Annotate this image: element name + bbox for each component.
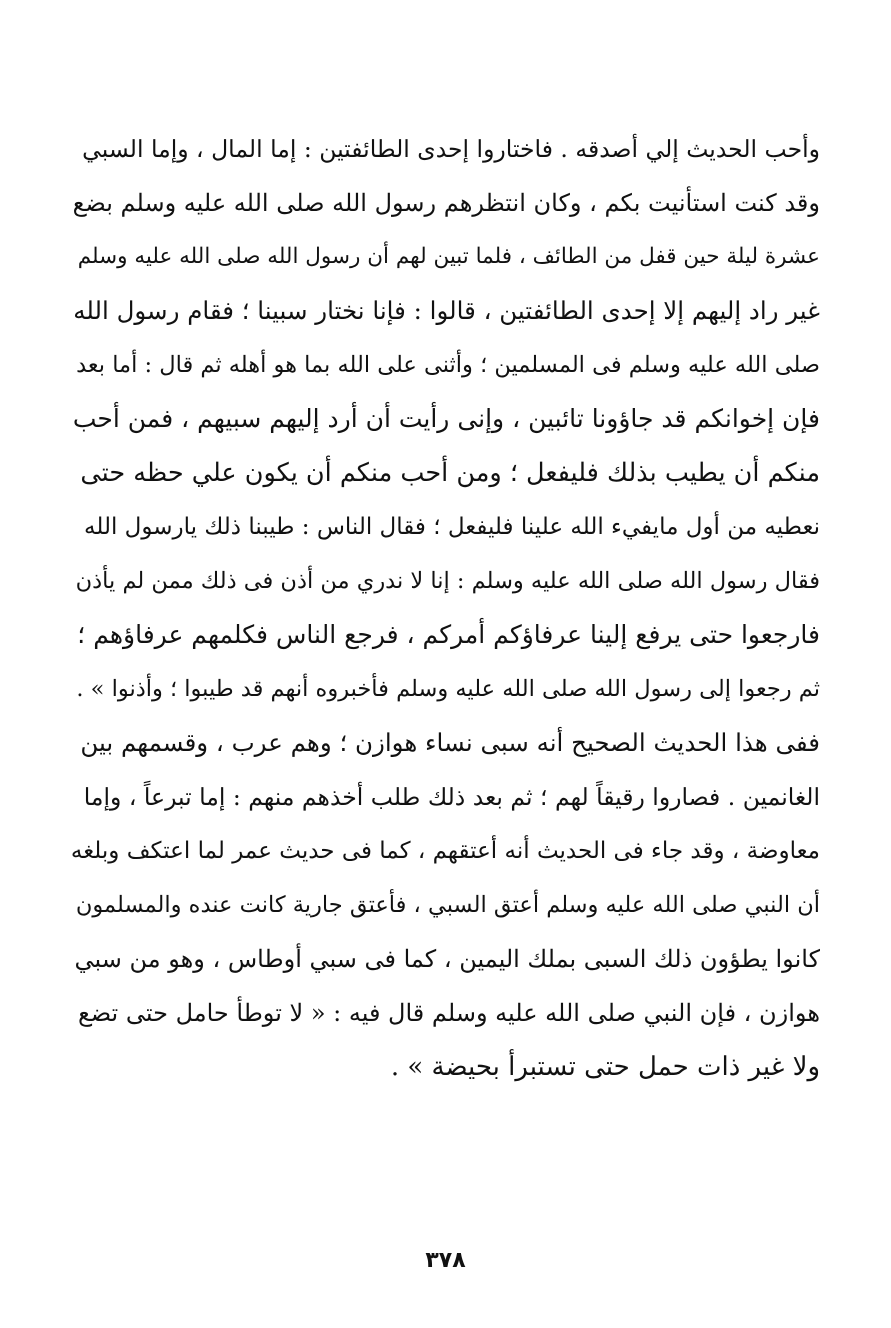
text-line: ففى هذا الحديث الصحيح أنه سبى نساء هوازن ؛ وهم عرب ، وقسمهم بين	[80, 728, 820, 757]
text-line: كانوا يطؤون ذلك السبى بملك اليمين ، كما فى سبي أوطاس ، وهو من سبي	[74, 945, 820, 973]
text-line: ثم رجعوا إلى رسول الله صلى الله عليه وسلم فأخبروه أنهم قد طيبوا ؛ وأذنوا » .	[76, 676, 820, 702]
text-line: فإن إخوانكم قد جاؤونا تائبين ، وإنى رأيت أن أرد إليهم سبيهم ، فمن أحب	[72, 404, 820, 433]
text-line: معاوضة ، وقد جاء فى الحديث أنه أعتقهم ، كما فى حديث عمر لما اعتكف وبلغه	[70, 838, 820, 864]
text-line: غير راد إليهم إلا إحدى الطائفتين ، قالوا : فإنا نختار سبينا ؛ فقام رسول الله	[73, 296, 820, 325]
text-line: وقد كنت استأنيت بكم ، وكان انتظرهم رسول الله صلى الله عليه وسلم بضع	[72, 189, 820, 217]
text-line: أن النبي صلى الله عليه وسلم أعتق السبي ، فأعتق جارية كانت عنده والمسلمون	[75, 892, 820, 918]
text-line: الغانمين . فصاروا رقيقاً لهم ؛ ثم بعد ذلك طلب أخذهم منهم : إما تبرعاً ، وإما	[83, 783, 820, 811]
text-line: وأحب الحديث إلي أصدقه . فاختاروا إحدى الطائفتين : إما المال ، وإما السبي	[82, 135, 820, 163]
text-line: نعطيه من أول مايفيء الله علينا فليفعل ؛ فقال الناس : طيبنا ذلك يارسول الله	[84, 514, 820, 540]
text-line: هوازن ، فإن النبي صلى الله عليه وسلم قال فيه : « لا توطأ حامل حتى تضع	[77, 999, 820, 1027]
text-line: صلى الله عليه وسلم فى المسلمين ؛ وأثنى على الله بما هو أهله ثم قال : أما بعد	[76, 352, 820, 378]
text-line: عشرة ليلة حين قفل من الطائف ، فلما تبين لهم أن رسول الله صلى الله عليه وسلم	[77, 244, 820, 269]
text-line: فارجعوا حتى يرفع إلينا عرفاؤكم أمركم ، فرجع الناس فكلمهم عرفاؤهم ؛	[77, 620, 820, 649]
text-line: منكم أن يطيب بذلك فليفعل ؛ ومن أحب منكم أن يكون علي حظه حتى	[80, 458, 820, 488]
text-line: فقال رسول الله صلى الله عليه وسلم : إنا لا ندري من أذن فى ذلك ممن لم يأذن	[75, 568, 820, 594]
body-text	[70, 122, 820, 1094]
page-number: ٣٧٨	[425, 1248, 466, 1273]
text-line: ولا غير ذات حمل حتى تستبرأ بحيضة » .	[390, 1052, 820, 1082]
